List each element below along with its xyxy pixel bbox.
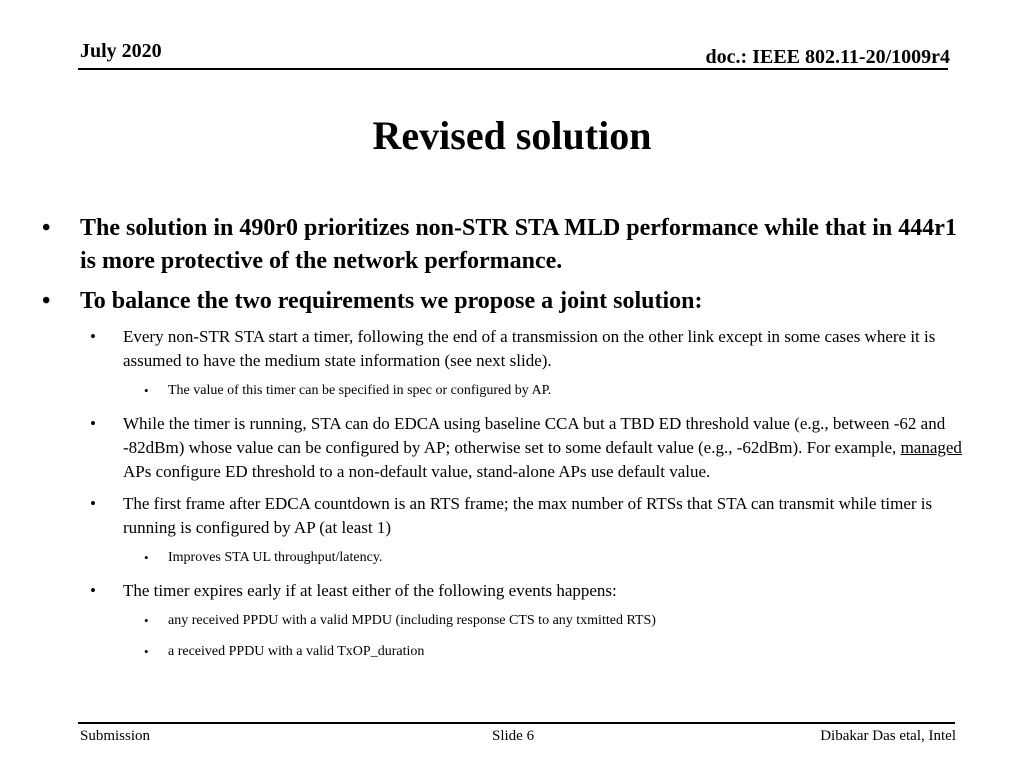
sub-bullet-2-underlined-word: managed (900, 438, 962, 457)
bullet-1 (42, 212, 967, 278)
bullet-1-text: The solution in 490r0 prioritizes non-STR STA MLD performance while that in 444r1 is more protective of the network performance. (80, 215, 957, 274)
bullet-marker: • (90, 494, 96, 513)
bullet-marker: • (42, 215, 51, 241)
sub-bullet-2 (42, 412, 967, 484)
sub-sub-bullet-3a (42, 548, 967, 567)
bullet-marker: • (90, 327, 96, 346)
bullet-marker: • (90, 581, 96, 600)
sub-sub-bullet-4a-text: any received PPDU with a valid MPDU (including response CTS to any txmitted RTS) (168, 613, 656, 628)
footer-slide-number: Slide 6 (492, 728, 535, 744)
sub-bullet-4-text: The timer expires early if at least either of the following events happens: (123, 581, 617, 600)
header-doc-id: doc.: IEEE 802.11-20/1009r4 (705, 46, 950, 68)
bullet-marker: • (90, 414, 96, 433)
slide-body (42, 212, 967, 673)
sub-sub-bullet-4a (42, 611, 967, 630)
bullet-marker: • (42, 288, 51, 314)
sub-bullet-3 (42, 492, 967, 540)
bullet-marker: • (144, 383, 149, 398)
sub-bullet-3-text: The first frame after EDCA countdown is an RTS frame; the max number of RTSs that STA can transmit while timer is running is configured by AP (at least 1) (123, 494, 933, 537)
sub-bullet-1-text: Every non-STR STA start a timer, following the end of a transmission on the other link except in some cases where it is assumed to have the medium state information (see next slide). (123, 327, 936, 370)
sub-bullet-2-text-post: APs configure ED threshold to a non-default value, stand-alone APs use default value. (123, 462, 711, 481)
bullet-marker: • (144, 644, 149, 659)
bullet-2 (42, 285, 967, 318)
slide-title: Revised solution (372, 113, 652, 158)
sub-sub-bullet-4b (42, 642, 967, 661)
sub-sub-bullet-1a-text: The value of this timer can be specified in spec or configured by AP. (168, 383, 552, 398)
sub-bullet-1 (42, 325, 967, 373)
bullet-2-text: To balance the two requirements we propose a joint solution: (80, 288, 703, 314)
footer-divider (78, 722, 955, 724)
header-date: July 2020 (80, 40, 162, 62)
header-divider (78, 68, 948, 70)
bullet-marker: • (144, 550, 149, 565)
footer-submission: Submission (80, 728, 151, 744)
sub-sub-bullet-4b-text: a received PPDU with a valid TxOP_duration (168, 644, 425, 659)
bullet-marker: • (144, 613, 149, 628)
sub-bullet-4 (42, 579, 967, 603)
sub-sub-bullet-3a-text: Improves STA UL throughput/latency. (168, 550, 383, 565)
footer-author: Dibakar Das etal, Intel (820, 728, 956, 744)
sub-sub-bullet-1a (42, 381, 967, 400)
sub-bullet-2-text-pre: While the timer is running, STA can do EDCA using baseline CCA but a TBD ED threshold value (e.g., between -62 and -82dBm) whose value can be configured by AP; otherwise set to some default value (e.g., -62dBm). For example, (123, 414, 946, 457)
